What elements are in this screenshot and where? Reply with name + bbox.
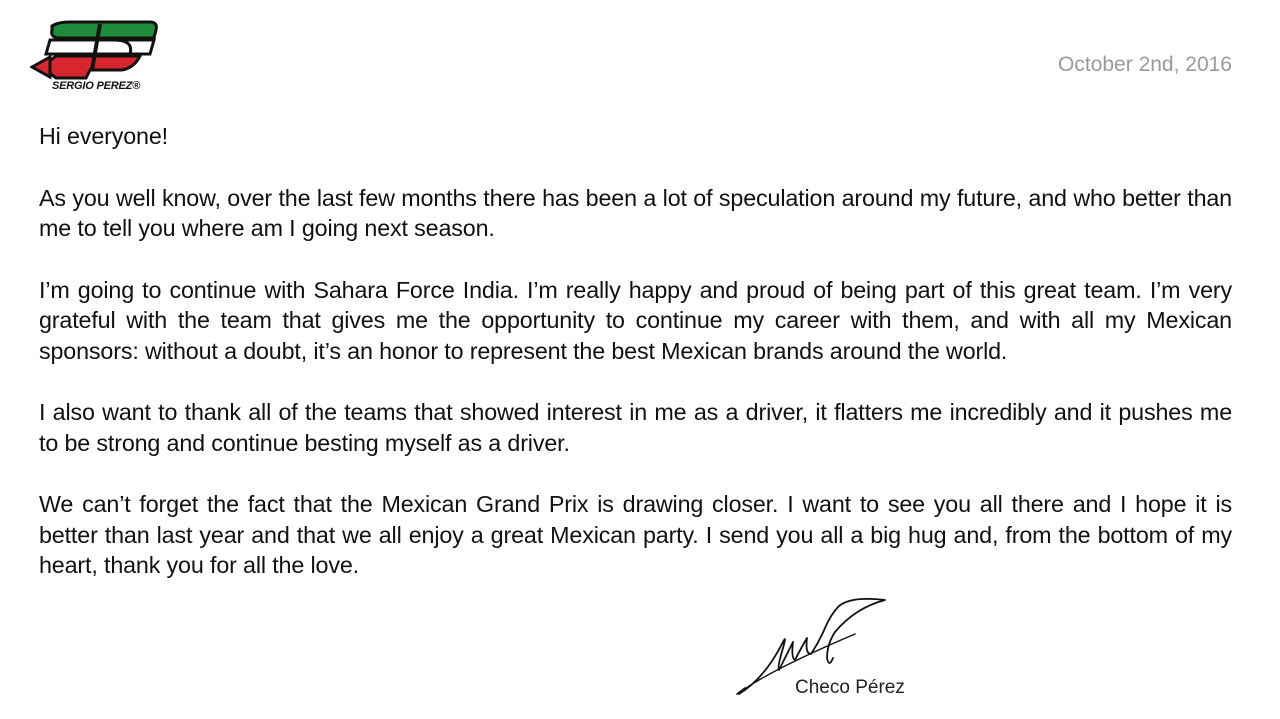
letter-paragraph: As you well know, over the last few months there has been a lot of speculation around my future, and who better than me to tell you where am I going next season. — [39, 184, 1232, 241]
letter-body — [39, 121, 1232, 612]
letter-paragraph: I’m going to continue with Sahara Force India. I’m really happy and proud of being part of this great team. I’m very grateful with the team that gives me the opportunity to continue my career with them, and with all my Mexican sponsors: without a doubt, it’s an honor to represent the best Mexican brands around the world. — [39, 276, 1232, 364]
logo-wordmark: SERGIO PEREZ® — [52, 80, 141, 92]
signature-name: Checo Pérez — [795, 677, 905, 698]
letter-date: October 2nd, 2016 — [1058, 53, 1232, 76]
letter-paragraph: I also want to thank all of the teams that showed interest in me as a driver, it flatters me incredibly and it pushes me to be strong and continue besting myself as a driver. — [39, 399, 1232, 456]
letter-paragraph: We can’t forget the fact that the Mexican Grand Prix is drawing closer. I want to see you all there and I hope it is better than last year and that we all enjoy a great Mexican party. I send you all a big hug and, from the bottom of my heart, thank you for all the love. — [39, 491, 1232, 578]
letter-greeting: Hi everyone! — [39, 123, 168, 149]
sergio-perez-logo — [30, 20, 170, 100]
sp-logo-mark-icon — [30, 20, 170, 82]
